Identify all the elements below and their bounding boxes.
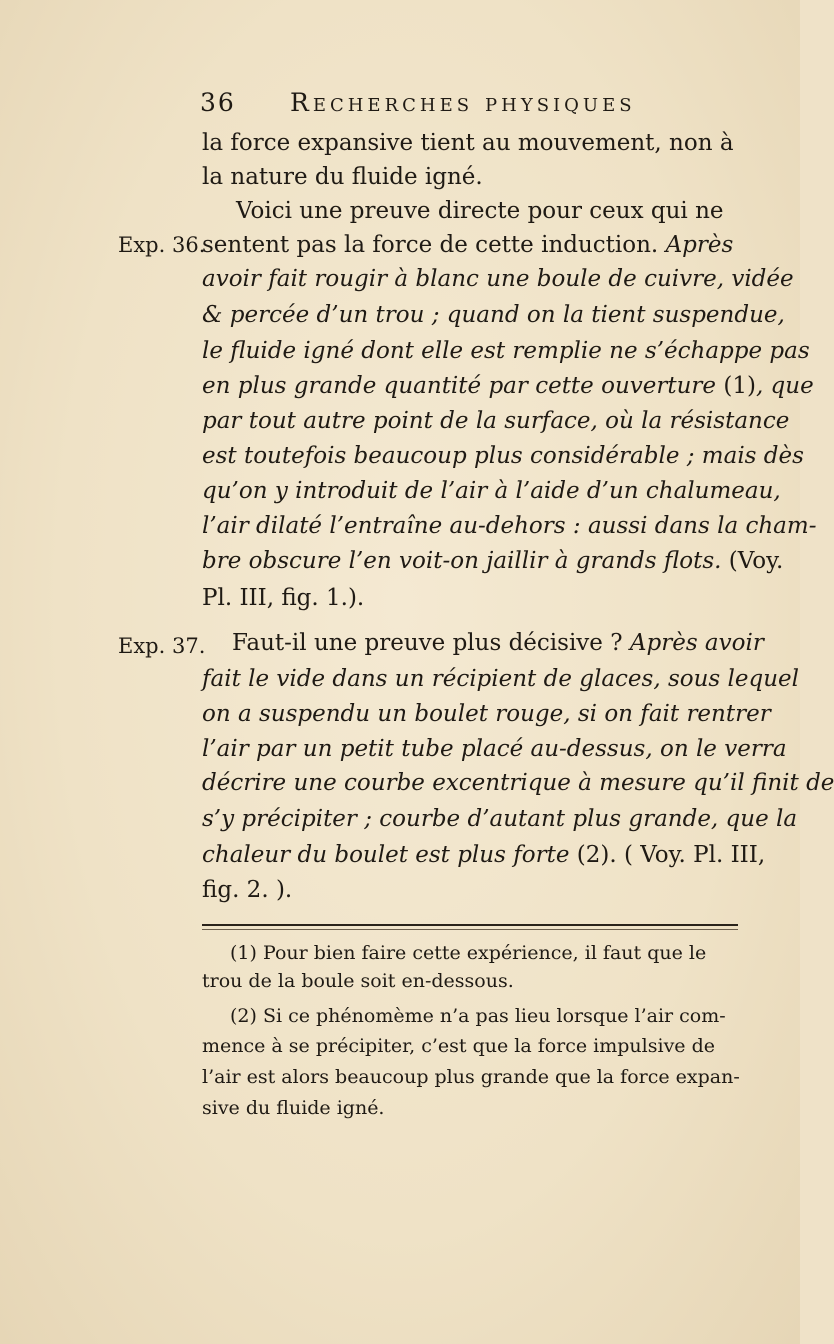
- margin-note-exp-37: Exp. 37.: [118, 634, 206, 658]
- footnote-line: (2) Si ce phénomème n’a pas lieu lorsque l’air com-: [230, 1005, 726, 1027]
- body-line: par tout autre point de la surface, où la résistance: [202, 408, 790, 434]
- margin-note-exp-36: Exp. 36.: [118, 233, 206, 257]
- body-line: la force expansive tient au mouvement, non à: [202, 130, 734, 156]
- body-line: le fluide igné dont elle est remplie ne s’échappe pas: [202, 338, 810, 364]
- running-head: [200, 82, 755, 122]
- body-line: décrire une courbe excentrique à mesure qu’il finit de: [202, 770, 834, 796]
- footnote-rule: [202, 924, 738, 926]
- body-line: [202, 546, 783, 576]
- body-line: la nature du fluide igné.: [202, 164, 483, 190]
- body-line: on a suspendu un boulet rouge, si on fait rentrer: [202, 701, 771, 727]
- page-number: 36: [200, 88, 236, 117]
- body-line: [202, 230, 733, 260]
- inline-italic: Après: [665, 232, 734, 258]
- body-line: & percée d’un trou ; quand on la tient suspendue,: [202, 302, 785, 328]
- footnote-line: (1) Pour bien faire cette expérience, il faut que le: [230, 942, 707, 964]
- body-line: l’air par un petit tube placé au-dessus, on le verra: [202, 736, 787, 762]
- plate-reference: ( Voy. Pl. III,: [623, 842, 766, 868]
- body-line-text: bre obscure l’en voit-on jaillir à grands flots.: [202, 548, 722, 574]
- footnote-line: mence à se précipiter, c’est que la force impulsive de: [202, 1035, 715, 1057]
- body-line: fig. 2. ).: [202, 877, 293, 903]
- plate-reference: (Voy.: [728, 548, 784, 574]
- body-line: l’air dilaté l’entraîne au-dehors : aussi dans la cham-: [202, 513, 817, 539]
- footnote-ref: (1): [723, 373, 756, 399]
- body-line: qu’on y introduit de l’air à l’aide d’un chalumeau,: [202, 478, 781, 504]
- body-line: s’y précipiter ; courbe d’autant plus grande, que la: [202, 806, 798, 832]
- body-line-text: en plus grande quantité par cette ouverture: [202, 373, 717, 399]
- body-line: [202, 371, 814, 401]
- footnote-line: sive du fluide igné.: [202, 1097, 385, 1119]
- body-line-text: Faut-il une preuve plus décisive ?: [232, 630, 623, 656]
- body-line: [232, 628, 764, 658]
- body-line: fait le vide dans un récipient de glaces, sous lequel: [202, 666, 800, 692]
- inline-italic: , que: [755, 373, 814, 399]
- body-line: avoir fait rougir à blanc une boule de cuivre, vidée: [202, 266, 794, 292]
- inline-italic: Après avoir: [629, 630, 764, 656]
- body-line-text: sentent pas la force de cette induction.: [202, 232, 659, 258]
- footnote-ref: (2).: [576, 842, 617, 868]
- body-line: Voici une preuve directe pour ceux qui ne: [236, 198, 724, 224]
- body-line: Pl. III, fig. 1.).: [202, 585, 365, 611]
- footnote-line: trou de la boule soit en-dessous.: [202, 970, 514, 992]
- body-line: [202, 840, 765, 870]
- body-line: est toutefois beaucoup plus considérable ; mais dès: [202, 443, 804, 469]
- body-line-text: chaleur du boulet est plus forte: [202, 842, 570, 868]
- footnote-line: l’air est alors beaucoup plus grande que la force expan-: [202, 1066, 740, 1088]
- running-title: Recherches physiques: [290, 88, 636, 117]
- footnote-rule-thin: [202, 929, 738, 930]
